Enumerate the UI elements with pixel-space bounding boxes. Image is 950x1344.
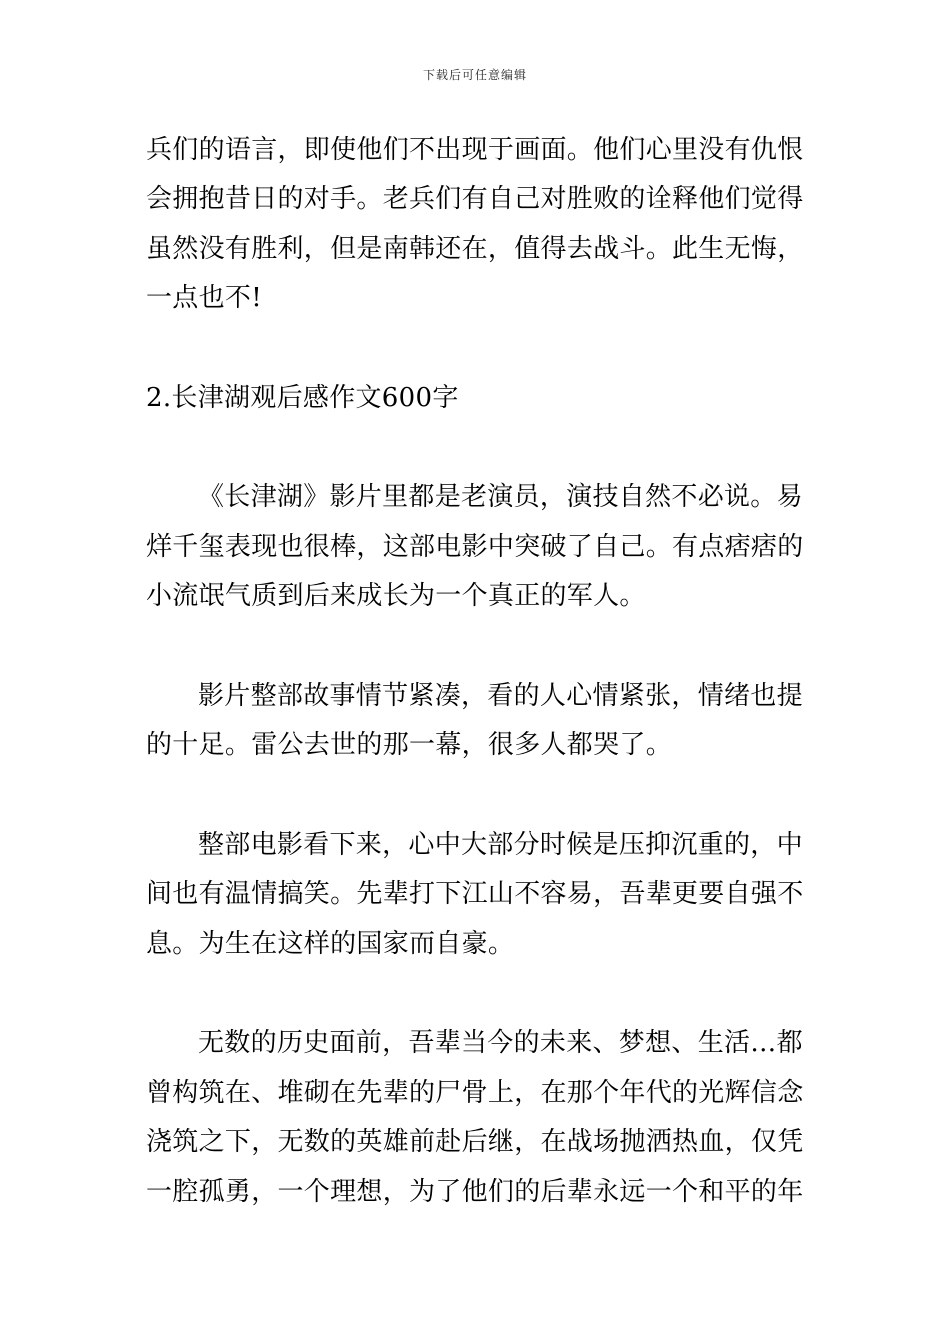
paragraph-3-line-2: 的十足。雷公去世的那一幕，很多人都哭了。 xyxy=(146,730,673,760)
paragraph-5-line-3: 浇筑之下，无数的英雄前赴后继，在战场抛洒热血，仅凭 xyxy=(146,1127,804,1157)
paragraph-1-line-2: 会拥抱昔日的对手。老兵们有自己对胜败的诠释他们觉得 xyxy=(146,184,804,214)
paragraph-2-line-2: 烊千玺表现也很棒，这部电影中突破了自己。有点痞痞的 xyxy=(146,532,804,562)
paragraph-1-line-4: 一点也不! xyxy=(146,283,262,313)
paragraph-5-line-2: 曾构筑在、堆砌在先辈的尸骨上，在那个年代的光辉信念 xyxy=(146,1078,804,1108)
paragraph-4-line-1: 整部电影看下来，心中大部分时候是压抑沉重的，中 xyxy=(198,830,803,860)
paragraph-1-line-3: 虽然没有胜利，但是南韩还在，值得去战斗。此生无悔， xyxy=(146,234,804,264)
paragraph-1-line-1: 兵们的语言，即使他们不出现于画面。他们心里没有仇恨 xyxy=(146,135,804,165)
paragraph-5-line-4: 一腔孤勇，一个理想，为了他们的后辈永远一个和平的年 xyxy=(146,1177,804,1207)
paragraph-3-line-1: 影片整部故事情节紧凑，看的人心情紧张，情绪也提 xyxy=(198,681,803,711)
paragraph-5-line-1: 无数的历史面前，吾辈当今的未来、梦想、生活…都 xyxy=(198,1028,803,1058)
header-note: 下载后可任意编辑 xyxy=(422,68,527,82)
paragraph-4-line-3: 息。为生在这样的国家而自豪。 xyxy=(146,929,515,959)
section-heading: 2.长津湖观后感作文600字 xyxy=(146,383,459,413)
paragraph-2-line-1: 《长津湖》影片里都是老演员，演技自然不必说。易 xyxy=(198,482,803,512)
paragraph-2-line-3: 小流氓气质到后来成长为一个真正的军人。 xyxy=(146,581,646,611)
paragraph-4-line-2: 间也有温情搞笑。先辈打下江山不容易，吾辈更要自强不 xyxy=(146,879,804,909)
